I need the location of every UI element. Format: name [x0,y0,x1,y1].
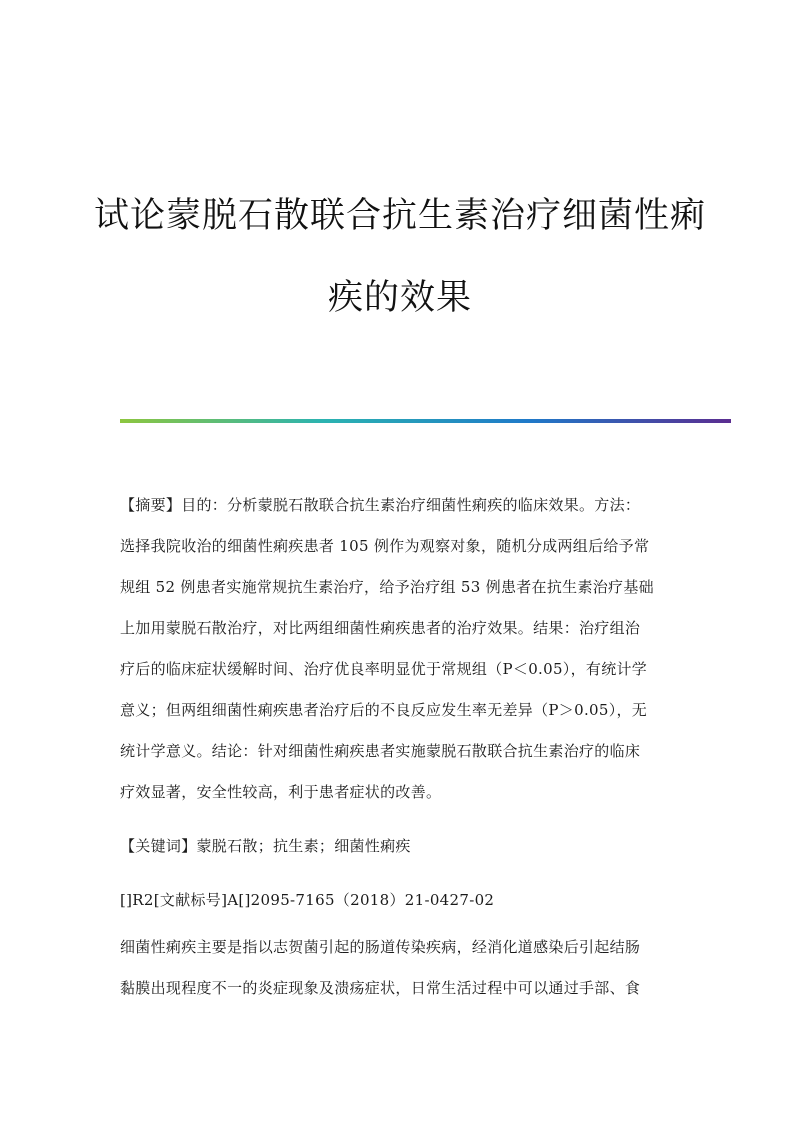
abstract-section [120,485,685,813]
body-line: 黏膜出现程度不一的炎症现象及溃疡症状，日常生活过程中可以通过手部、食 [120,979,641,997]
abstract-line: 【摘要】目的：分析蒙脱石散联合抗生素治疗细菌性痢疾的临床效果。方法： [120,496,641,514]
keywords-text: 【关键词】蒙脱石散；抗生素；细菌性痢疾 [120,837,411,855]
classification-line [120,880,685,921]
abstract-line: 选择我院收治的细菌性痢疾患者 105 例作为观察对象，随机分成两组后给予常 [120,537,650,555]
keywords-section [120,826,685,867]
gradient-divider [120,419,731,423]
abstract-line: 上加用蒙脱石散治疗，对比两组细菌性痢疾患者的治疗效果。结果：治疗组治 [120,619,641,637]
title-line-1: 试论蒙脱石散联合抗生素治疗细菌性痢 [93,196,706,236]
abstract-line: 意义；但两组细菌性痢疾患者治疗后的不良反应发生率无差异（P＞0.05），无 [120,701,648,719]
abstract-line: 统计学意义。结论：针对细菌性痢疾患者实施蒙脱石散联合抗生素治疗的临床 [120,742,641,760]
body-paragraph [120,927,685,1009]
body-line: 细菌性痢疾主要是指以志贺菌引起的肠道传染疾病，经消化道感染后引起结肠 [120,938,641,956]
abstract-line: 疗后的临床症状缓解时间、治疗优良率明显优于常规组（P＜0.05），有统计学 [120,660,648,678]
abstract-line: 疗效显著，安全性较高，利于患者症状的改善。 [120,783,442,801]
title-line-2: 疾的效果 [327,278,472,318]
classification-text: []R2[文献标号]A[]2095-7165（2018）21-0427-02 [120,891,495,909]
abstract-line: 规组 52 例患者实施常规抗生素治疗，给予治疗组 53 例患者在抗生素治疗基础 [120,578,654,596]
